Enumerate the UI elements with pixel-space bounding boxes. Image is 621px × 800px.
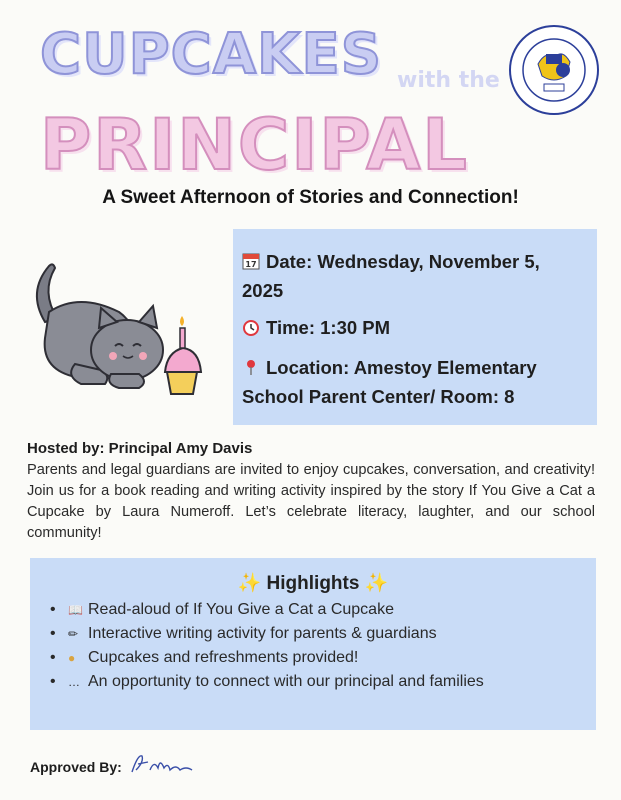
highlights-heading bbox=[30, 571, 596, 595]
cat-cupcake-illustration bbox=[15, 252, 215, 412]
list-item bbox=[46, 670, 586, 694]
svg-text:17: 17 bbox=[245, 260, 257, 269]
highlights-box bbox=[30, 558, 596, 730]
pin-icon bbox=[242, 358, 260, 376]
speech-icon: … bbox=[68, 675, 80, 689]
title-with-the: with the bbox=[397, 68, 500, 93]
title-principal: PRINCIPAL bbox=[40, 104, 469, 186]
list-item bbox=[46, 598, 586, 622]
highlight-text: Read-aloud of If You Give a Cat a Cupcake bbox=[88, 601, 394, 618]
event-date-line2: 2025 bbox=[242, 280, 284, 301]
signature bbox=[128, 750, 208, 780]
alarm-clock-icon bbox=[242, 318, 260, 336]
highlights-list bbox=[46, 598, 586, 694]
event-date-line1: Date: Wednesday, November 5, bbox=[266, 251, 540, 272]
subtitle: A Sweet Afternoon of Stories and Connection! bbox=[102, 187, 519, 208]
book-icon: 📖 bbox=[68, 603, 83, 617]
event-time-text: Time: 1:30 PM bbox=[266, 317, 391, 338]
highlight-text: Interactive writing activity for parents & guardians bbox=[88, 625, 437, 642]
highlights-title: Highlights bbox=[266, 573, 360, 594]
list-item bbox=[46, 622, 586, 646]
school-seal-logo bbox=[508, 24, 600, 116]
calendar-icon bbox=[242, 252, 260, 270]
approved-by-label: Approved By: bbox=[30, 759, 122, 775]
event-location-line2: School Parent Center/ Room: 8 bbox=[242, 386, 515, 407]
sparkle-icon: ✨ bbox=[364, 573, 389, 594]
event-time bbox=[242, 313, 390, 343]
highlight-text: An opportunity to connect with our principal and families bbox=[88, 673, 484, 690]
event-date bbox=[242, 247, 540, 277]
event-location bbox=[242, 353, 537, 383]
title-cupcakes: CUPCAKES bbox=[40, 22, 383, 87]
cupcake-icon: ● bbox=[68, 651, 76, 665]
pencil-icon: ✏ bbox=[68, 627, 79, 641]
hosted-by: Hosted by: Principal Amy Davis bbox=[27, 440, 253, 457]
event-info-box bbox=[233, 229, 597, 425]
list-item bbox=[46, 646, 586, 670]
highlight-text: Cupcakes and refreshments provided! bbox=[88, 649, 359, 666]
sparkle-icon: ✨ bbox=[237, 573, 262, 594]
event-description: Parents and legal guardians are invited to enjoy cupcakes, conversation, and creativity! Join us for a book reading and writing activity inspired by the story If You Give a Cat a Cupcake by Laura Numeroff. Let’s celebrate literacy, laughter, and our school community! bbox=[27, 462, 595, 541]
event-location-line1: Location: Amestoy Elementary bbox=[266, 357, 537, 378]
